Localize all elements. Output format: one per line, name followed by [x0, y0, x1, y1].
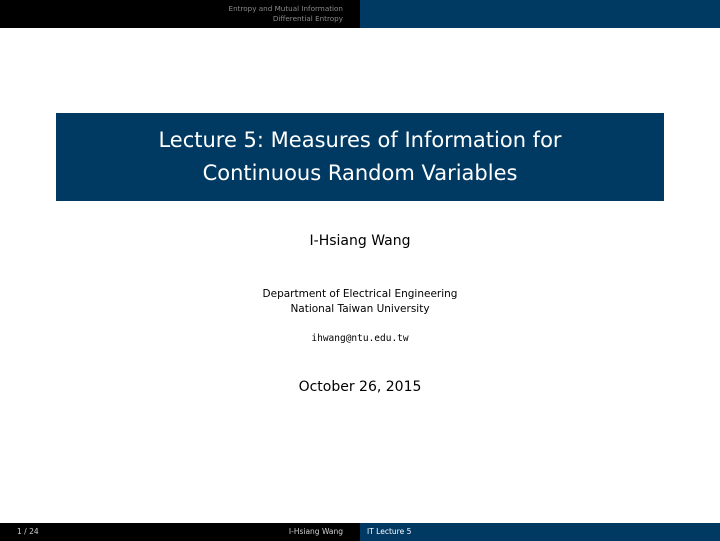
- author-email: ihwang@ntu.edu.tw: [311, 333, 409, 344]
- headline-bar: [0, 0, 720, 28]
- institute: [0, 287, 720, 317]
- slide-title: Lecture 5: Measures of Information for Continuous Random Variables: [158, 128, 562, 185]
- lecture-date: October 26, 2015: [298, 379, 422, 395]
- institute-department: Department of Electrical Engineering: [262, 288, 458, 300]
- nav-section-entropy-mutual-information[interactable]: Entropy and Mutual Information: [228, 4, 343, 13]
- footer-bar: [0, 523, 720, 541]
- footer-short-title: IT Lecture 5: [367, 527, 412, 536]
- section-navigation: [0, 0, 360, 28]
- footer-left: [0, 523, 360, 541]
- footer-author: I-Hsiang Wang: [288, 527, 343, 536]
- title-box: [56, 113, 664, 201]
- author-name: I-Hsiang Wang: [309, 233, 411, 249]
- page-number: 1 / 24: [17, 527, 39, 536]
- institute-university: National Taiwan University: [290, 303, 430, 315]
- headline-right-panel: [360, 0, 720, 28]
- footer-right: [360, 523, 720, 541]
- nav-section-differential-entropy[interactable]: Differential Entropy: [272, 14, 343, 23]
